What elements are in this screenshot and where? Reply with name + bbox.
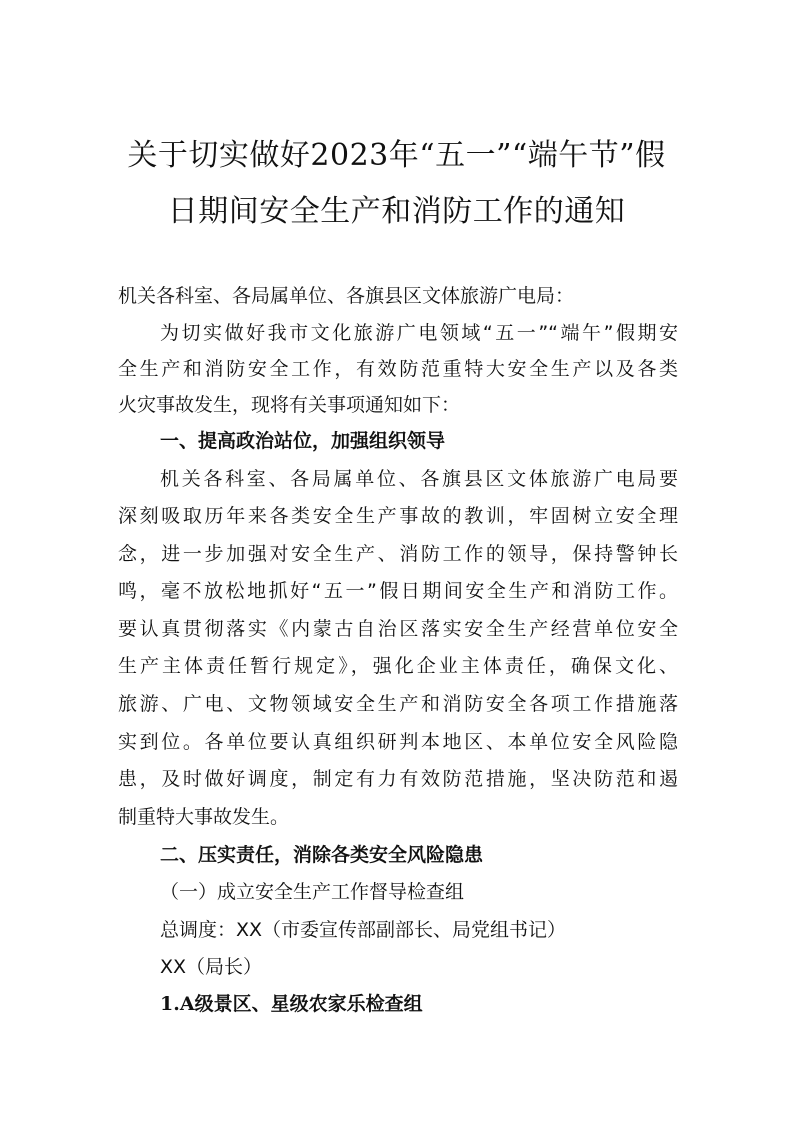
section-1-line: 要认真贯彻落实《内蒙古自治区落实安全生产经营单位安全 — [118, 618, 678, 640]
group-1-heading: 1.A级景区、星级农家乐检查组 — [160, 993, 423, 1015]
salutation: 机关各科室、各局属单位、各旗县区文体旅游广电局： — [118, 285, 575, 307]
intro-line: 为切实做好我市文化旅游广电领域“五一”“端午”假期安 — [160, 322, 678, 344]
document-title-line-1: 关于切实做好2023年“五一”“端午节”假 — [127, 138, 666, 173]
section-1-line: 深刻吸取历年来各类安全生产事故的教训，牢固树立安全理 — [118, 505, 678, 527]
intro-line: 火灾事故发生，现将有关事项通知如下： — [118, 394, 461, 416]
section-2-heading: 二、压实责任，消除各类安全风险隐患 — [160, 844, 484, 866]
section-1-line: 鸣，毫不放松地抓好“五一”假日期间安全生产和消防工作。 — [118, 580, 678, 602]
section-1-line: 机关各科室、各局属单位、各旗县区文体旅游广电局要 — [160, 468, 678, 490]
section-1-line: 念，进一步加强对安全生产、消防工作的领导，保持警钟长 — [118, 543, 678, 565]
section-1-line: 患，及时做好调度，制定有力有效防范措施，坚决防范和遏 — [118, 768, 678, 790]
section-1-line: 生产主体责任暂行规定》，强化企业主体责任，确保文化、 — [118, 655, 678, 677]
document-title-line-2: 日期间安全生产和消防工作的通知 — [167, 194, 626, 229]
chief-dispatcher-line: 总调度：XX（市委宣传部副部长、局党组书记） — [160, 919, 567, 941]
section-1-line: 实到位。各单位要认真组织研判本地区、本单位安全风险隐 — [118, 731, 678, 753]
section-1-heading: 一、提高政治站位，加强组织领导 — [160, 430, 446, 452]
section-1-line: 制重特大事故发生。 — [118, 806, 290, 828]
section-1-line: 旅游、广电、文物领域安全生产和消防安全各项工作措施落 — [118, 693, 678, 715]
subsection-1-heading: （一）成立安全生产工作督导检查组 — [160, 881, 465, 903]
deputy-line: XX（局长） — [160, 956, 263, 978]
intro-line: 全生产和消防安全工作，有效防范重特大安全生产以及各类 — [118, 358, 678, 380]
